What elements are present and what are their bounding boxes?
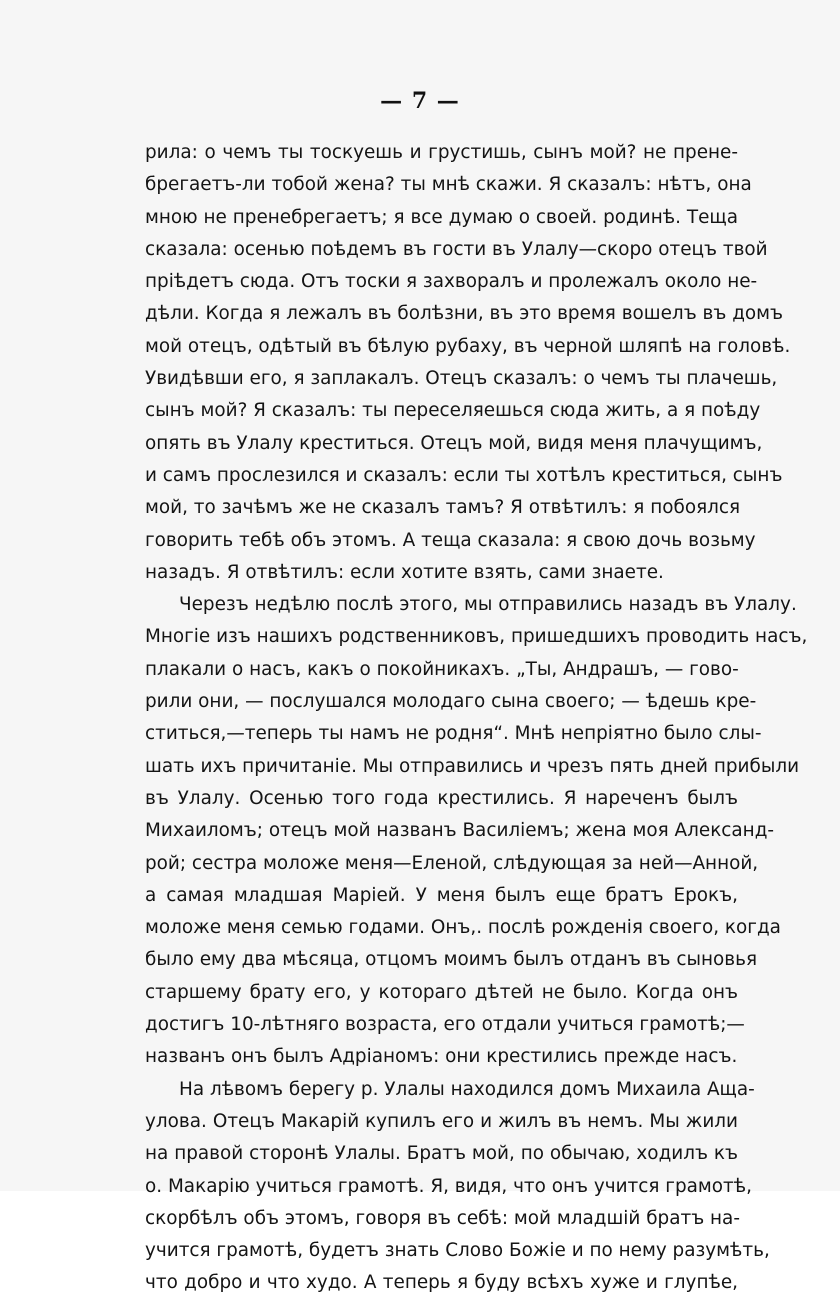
paragraph-1	[145, 137, 791, 589]
text-line: Черезъ недѣлю послѣ этого, мы отправились назадъ въ Улалу.	[179, 594, 797, 616]
text-line: о. Макарію учиться грамотѣ. Я, видя, что онъ учится грамотѣ,	[145, 1175, 752, 1197]
text-line: ститься,—теперь ты намъ не родня“. Мнѣ непріятно было слы-	[145, 723, 762, 745]
text-line: мой отецъ, одѣтый въ бѣлую рубаху, въ черной шляпѣ на головѣ.	[145, 335, 791, 357]
text-line: улова. Отецъ Макарій купилъ его и жилъ въ немъ. Мы жили	[145, 1110, 738, 1132]
text-line: дѣли. Когда я лежалъ въ болѣзни, въ это время вошелъ въ домъ	[145, 303, 784, 325]
text-line: и самъ прослезился и сказалъ: если ты хотѣлъ креститься, сынъ	[145, 464, 783, 486]
text-line: сынъ мой? Я сказалъ: ты переселяешься сюда жить, а я поѣду	[145, 400, 761, 422]
text-line: мой, то зачѣмъ же не сказалъ тамъ? Я отвѣтилъ: я побоялся	[145, 497, 741, 519]
text-line: На лѣвомъ берегу р. Улалы находился домъ Михаила Ащa-	[179, 1078, 755, 1100]
text-line: назадъ. Я отвѣтилъ: если хотите взять, сами знаете.	[145, 561, 664, 583]
text-line: брегаетъ-ли тобой жена? ты мнѣ скажи. Я сказалъ: нѣтъ, она	[145, 174, 752, 196]
text-line: шать ихъ причитаніе. Мы отправились и чрезъ пять дней прибыли	[145, 755, 800, 777]
text-line: рила: о чемъ ты тоскуешь и грустишь, сынъ мой? не прене-	[145, 142, 738, 163]
text-line: Многіе изъ нашихъ родственниковъ, пришедшихъ проводить насъ,	[145, 626, 808, 648]
text-line: что добро и что худо. А теперь я буду всѣхъ хуже и глупѣе,	[145, 1272, 738, 1294]
text-line: Михаиломъ; отецъ мой названъ Василіемъ; жена моя Александ-	[145, 820, 775, 842]
text-line: было ему два мѣсяца, отцомъ моимъ былъ отданъ въ сыновья	[145, 949, 758, 971]
text-line: рили они, — послушался молодаго сына своего; — ѣдешь кре-	[145, 691, 757, 713]
text-line: скорбѣлъ объ этомъ, говоря въ себѣ: мой младшій братъ на-	[145, 1207, 740, 1229]
page-number: — 7 —	[380, 88, 460, 114]
text-line: рой; сестра моложе меня—Еленой, слѣдующая за ней—Анной,	[145, 852, 759, 874]
text-line: сказала: осенью поѣдемъ въ гости въ Улалу—скоро отецъ твой	[145, 238, 768, 260]
page-text	[145, 137, 808, 1300]
text-line: на правой сторонѣ Улалы. Братъ мой, по обычаю, ходилъ къ	[145, 1143, 738, 1165]
paragraph-3	[145, 1074, 770, 1300]
text-line: а самая младшая Маріей. У меня былъ еще братъ Ерокъ,	[145, 884, 738, 906]
paragraph-2	[145, 589, 808, 1073]
text-line: мною не пренебрегаетъ; я все думаю о своей. родинѣ. Теща	[145, 206, 738, 228]
text-line: пріѣдетъ сюда. Отъ тоски я захворалъ и пролежалъ около не-	[145, 271, 758, 293]
text-line: названъ онъ былъ Адріаномъ: они крестились прежде насъ.	[145, 1046, 738, 1068]
text-line: опять въ Улалу креститься. Отецъ мой, видя меня плачущимъ,	[145, 432, 763, 454]
text-line: достигъ 10-лѣтняго возраста, его отдали учиться грамотѣ;—	[145, 1014, 745, 1036]
text-line: учится грамотѣ, будетъ знать Слово Божіе и по нему разумѣть,	[145, 1240, 770, 1262]
text-line: говорить тебѣ объ этомъ. А теща сказала: я свою дочь возьму	[145, 529, 756, 551]
text-line: Увидѣвши его, я заплакалъ. Отецъ сказалъ: о чемъ ты плачешь,	[145, 368, 778, 390]
text-line: въ Улалу. Осенью того года крестились. Я нареченъ былъ	[145, 787, 738, 809]
text-line: старшему брату его, у котораго дѣтей не было. Когда онъ	[145, 981, 738, 1003]
text-line: моложе меня семью годами. Онъ,. послѣ рожденія своего, когда	[145, 917, 781, 939]
text-line: плакали о насъ, какъ о покойникахъ. „Ты, Андрашъ, — гово-	[145, 658, 739, 680]
